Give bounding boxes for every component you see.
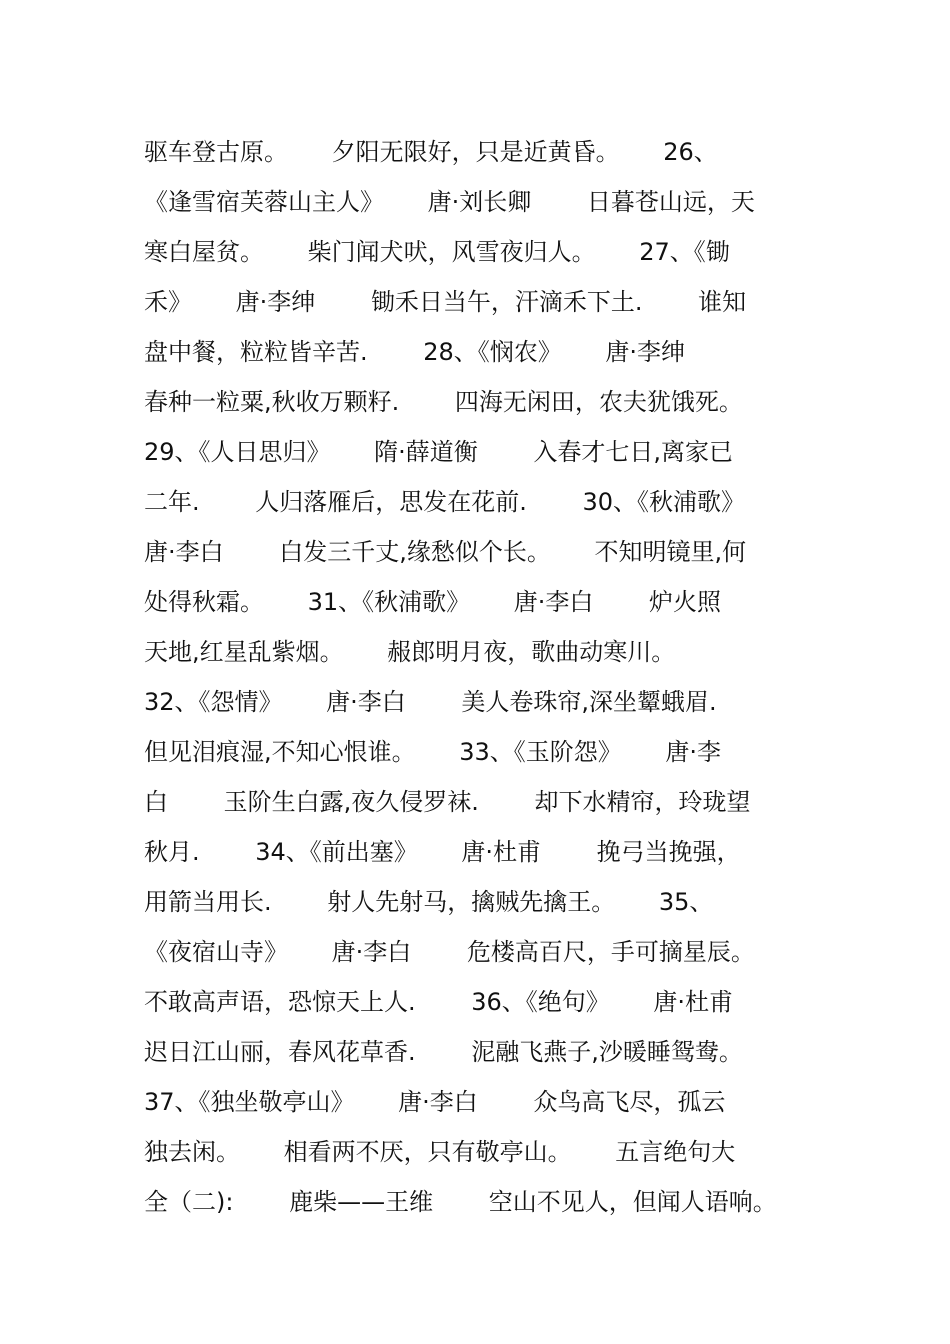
text-line: 盘中餐，粒粒皆辛苦. 28、《悯农》 唐·李绅 xyxy=(144,338,686,366)
text-line: 独去闲。 相看两不厌，只有敬亭山。 五言绝句大 xyxy=(144,1138,736,1166)
text-line: 29、《人日思归》 隋·薛道衡 入春才七日,离家已 xyxy=(144,438,734,466)
text-line: 《逢雪宿芙蓉山主人》 唐·刘长卿 日暮苍山远，天 xyxy=(144,188,755,216)
poem-text-block xyxy=(144,127,824,1227)
text-line: 但见泪痕湿,不知心恨谁。 33、《玉阶怨》 唐·李 xyxy=(144,738,722,766)
text-line: 处得秋霜。 31、《秋浦歌》 唐·李白 炉火照 xyxy=(144,588,722,616)
text-line: 白 玉阶生白露,夜久侵罗袜. 却下水精帘，玲珑望 xyxy=(144,788,751,816)
text-line: 32、《怨情》 唐·李白 美人卷珠帘,深坐颦蛾眉. xyxy=(144,688,717,716)
text-line: 全（二): 鹿柴——王维 空山不见人，但闻人语响。 xyxy=(144,1188,777,1216)
text-line: 37、《独坐敬亭山》 唐·李白 众鸟高飞尽，孤云 xyxy=(144,1088,726,1116)
text-line: 天地,红星乱紫烟。 赧郎明月夜，歌曲动寒川。 xyxy=(144,638,676,666)
text-line: 迟日江山丽，春风花草香. 泥融飞燕子,沙暖睡鸳鸯。 xyxy=(144,1038,743,1066)
text-line: 不敢高声语，恐惊天上人. 36、《绝句》 唐·杜甫 xyxy=(144,988,734,1016)
text-line: 禾》 唐·李绅 锄禾日当午，汗滴禾下土. 谁知 xyxy=(144,288,747,316)
text-line: 春种一粒粟,秋收万颗籽. 四海无闲田，农夫犹饿死。 xyxy=(144,388,743,416)
text-line: 用箭当用长. 射人先射马，擒贼先擒王。 35、 xyxy=(144,888,714,916)
text-line: 二年. 人归落雁后，思发在花前. 30、《秋浦歌》 xyxy=(144,488,746,516)
text-line: 驱车登古原。 夕阳无限好，只是近黄昏。 26、 xyxy=(144,138,718,166)
text-line: 唐·李白 白发三千丈,缘愁似个长。 不知明镜里,何 xyxy=(144,538,747,566)
text-line: 《夜宿山寺》 唐·李白 危楼高百尺，手可摘星辰。 xyxy=(144,938,755,966)
text-line: 寒白屋贫。 柴门闻犬吠，风雪夜归人。 27、《锄 xyxy=(144,238,730,266)
text-line: 秋月. 34、《前出塞》 唐·杜甫 挽弓当挽强， xyxy=(144,838,741,866)
